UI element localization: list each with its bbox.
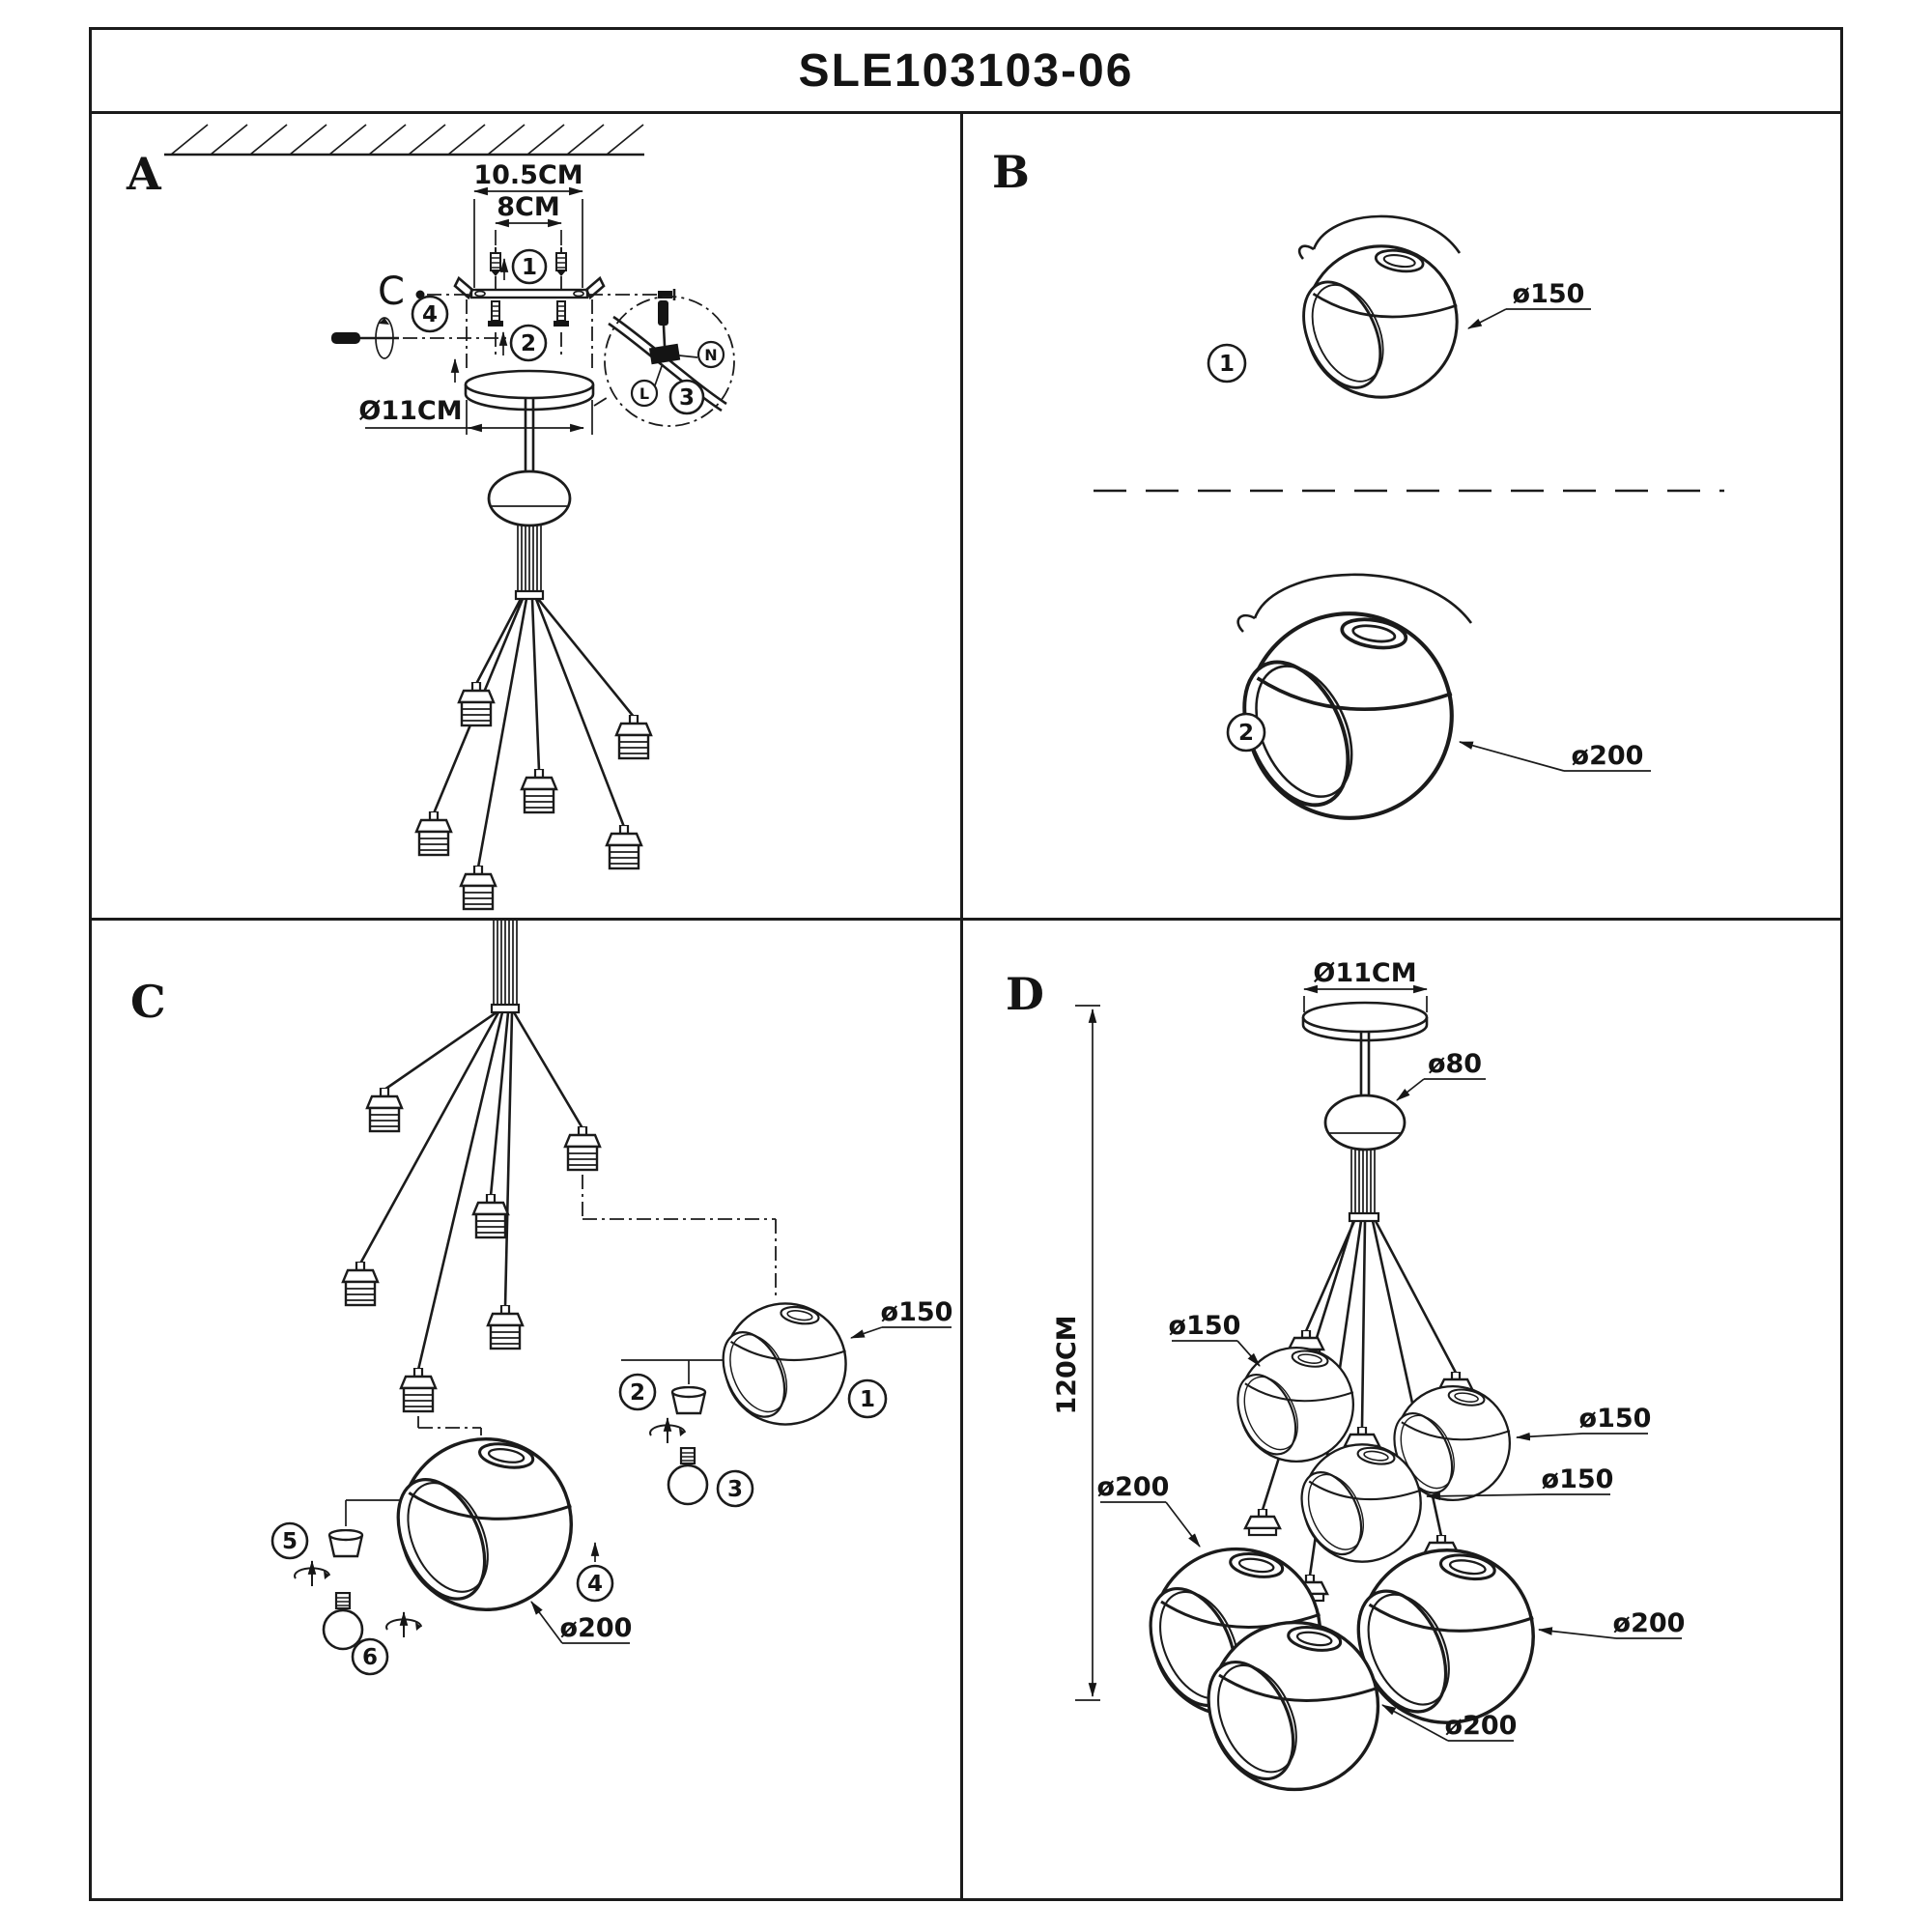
dim-150-right-upper-callout xyxy=(1517,1404,1651,1437)
step-3-number: 3 xyxy=(726,1477,744,1502)
lamp-socket-icon xyxy=(565,1126,600,1170)
step-1-badge xyxy=(849,1380,886,1417)
panel-c-label: C xyxy=(130,976,166,1028)
small-lampshade-icon xyxy=(711,1303,845,1426)
step-3-badge xyxy=(670,381,703,413)
stem-and-ball xyxy=(489,398,570,526)
step-2-number: 2 xyxy=(520,331,537,356)
small-lampshade-icon xyxy=(1227,1348,1353,1463)
panel-grid xyxy=(92,114,1840,1898)
step-2-badge xyxy=(503,326,546,360)
step-5-number: 5 xyxy=(281,1529,298,1554)
item-2-number: 2 xyxy=(1237,721,1255,746)
dim-80-label: ø80 xyxy=(1427,1049,1483,1079)
dim-200-left-label: ø200 xyxy=(1096,1472,1170,1502)
small-lampshade-icon xyxy=(1290,1444,1420,1563)
dim-8cm-label: 8CM xyxy=(497,192,560,222)
title-band xyxy=(92,30,1840,114)
lamp-socket-icon xyxy=(343,1262,378,1305)
dim-150-right-upper-label: ø150 xyxy=(1578,1404,1652,1434)
step-2-badge xyxy=(620,1375,655,1409)
dim-150-label: ø150 xyxy=(1512,279,1585,309)
wire-cluster xyxy=(360,921,582,1370)
dim-150-left-label: ø150 xyxy=(1168,1311,1241,1341)
step-4-badge xyxy=(578,1543,612,1601)
panel-d-drawing xyxy=(963,921,1837,1896)
assembly-guide-line xyxy=(582,1175,776,1297)
step-4-number: 4 xyxy=(586,1572,604,1597)
step-4-number: 4 xyxy=(421,302,439,327)
panel-d xyxy=(963,921,1840,1898)
panel-c-drawing xyxy=(92,921,963,1896)
lamp-socket-icon xyxy=(488,1305,523,1349)
terminal-n-label: N xyxy=(704,346,718,364)
rotate-arrow-icon xyxy=(386,1612,421,1637)
ball-joint-icon xyxy=(1325,1095,1405,1150)
panel-c xyxy=(92,921,963,1898)
dim-150-right-lower-label: ø150 xyxy=(1541,1464,1614,1494)
dim-150-callout xyxy=(1468,279,1591,328)
panel-a-drawing xyxy=(92,114,963,921)
step-1-number: 1 xyxy=(521,255,538,280)
lamp-socket-icon xyxy=(522,769,556,812)
panel-a-label: A xyxy=(127,148,161,200)
dim-200-label: ø200 xyxy=(559,1613,633,1643)
item-1-number: 1 xyxy=(1218,352,1236,377)
wall-anchor-icon xyxy=(491,247,500,276)
terminal-l-label: L xyxy=(639,384,650,403)
dim-150-left-callout xyxy=(1169,1311,1260,1366)
dim-105cm-label: 10.5CM xyxy=(473,160,583,190)
wiring-detail-circle xyxy=(594,297,734,426)
panel-b-label: B xyxy=(992,146,1030,198)
model-number: SLE103103-06 xyxy=(798,44,1134,97)
step-6-number: 6 xyxy=(361,1645,379,1670)
rotate-arrow-icon xyxy=(650,1418,685,1443)
step-3-number: 3 xyxy=(678,385,696,411)
terminal-n-badge xyxy=(698,342,724,367)
dim-150-label: ø150 xyxy=(880,1297,953,1327)
panel-a xyxy=(92,114,963,921)
panel-d-label: D xyxy=(1006,968,1044,1020)
lamp-socket-icon xyxy=(473,1194,508,1237)
dim-200-left-callout xyxy=(1097,1472,1200,1547)
lamp-socket-icon xyxy=(459,682,494,725)
item-2-badge xyxy=(1228,714,1264,751)
panel-b xyxy=(963,114,1840,921)
screw-icon xyxy=(554,301,569,327)
drawing-frame xyxy=(89,27,1843,1901)
dim-200-callout xyxy=(531,1602,632,1643)
canopy-icon xyxy=(1303,1003,1427,1040)
large-lampshade-icon xyxy=(381,1439,571,1612)
step-3-badge xyxy=(718,1471,753,1506)
wall-anchor-icon xyxy=(556,247,566,276)
small-lampshade-icon xyxy=(1289,216,1460,400)
step-2-number: 2 xyxy=(629,1380,646,1406)
item-1-badge xyxy=(1208,345,1245,382)
step-5-badge xyxy=(272,1523,307,1558)
dimension-height xyxy=(1052,1006,1100,1700)
assembly-guide-line xyxy=(418,1416,481,1435)
socket-ring-icon xyxy=(329,1530,362,1556)
dimension-8cm xyxy=(496,192,561,245)
hook-label: C xyxy=(378,270,405,314)
dim-200-callout xyxy=(1460,741,1651,771)
dim-11cm-label: Ø11CM xyxy=(1313,958,1417,988)
terminal-l-badge xyxy=(632,381,657,406)
rotate-arrow-icon xyxy=(295,1561,329,1586)
dim-200-right-label: ø200 xyxy=(1612,1608,1686,1638)
lamp-socket-icon xyxy=(616,715,651,758)
lamp-socket-icon xyxy=(607,825,641,868)
screw-icon xyxy=(488,301,503,327)
step-1-badge xyxy=(504,250,546,283)
step-6-badge xyxy=(353,1639,387,1674)
panel-b-drawing xyxy=(963,114,1837,921)
dim-150-callout xyxy=(851,1297,952,1338)
step-4-badge xyxy=(412,297,447,331)
step-1-number: 1 xyxy=(859,1387,876,1412)
lamp-socket-icon xyxy=(416,811,451,855)
dim-200-label: ø200 xyxy=(1571,741,1644,771)
dim-120cm-label: 120CM xyxy=(1052,1315,1082,1415)
lamp-socket-icon xyxy=(461,866,496,909)
bulb-icon xyxy=(668,1448,707,1504)
ceiling-hatch-icon xyxy=(164,125,644,155)
bulb-icon xyxy=(324,1593,362,1649)
shade-cap-icon xyxy=(1245,1509,1280,1535)
dim-11cm-label: Ø11CM xyxy=(358,396,463,426)
lamp-socket-icon xyxy=(401,1368,436,1411)
large-lampshade-icon xyxy=(1224,575,1471,821)
socket-ring-icon xyxy=(672,1387,705,1413)
dim-80-callout xyxy=(1397,1049,1486,1100)
lamp-socket-icon xyxy=(367,1088,402,1131)
dim-200-right-callout xyxy=(1539,1608,1685,1638)
dim-200-bottom-label: ø200 xyxy=(1444,1711,1518,1741)
